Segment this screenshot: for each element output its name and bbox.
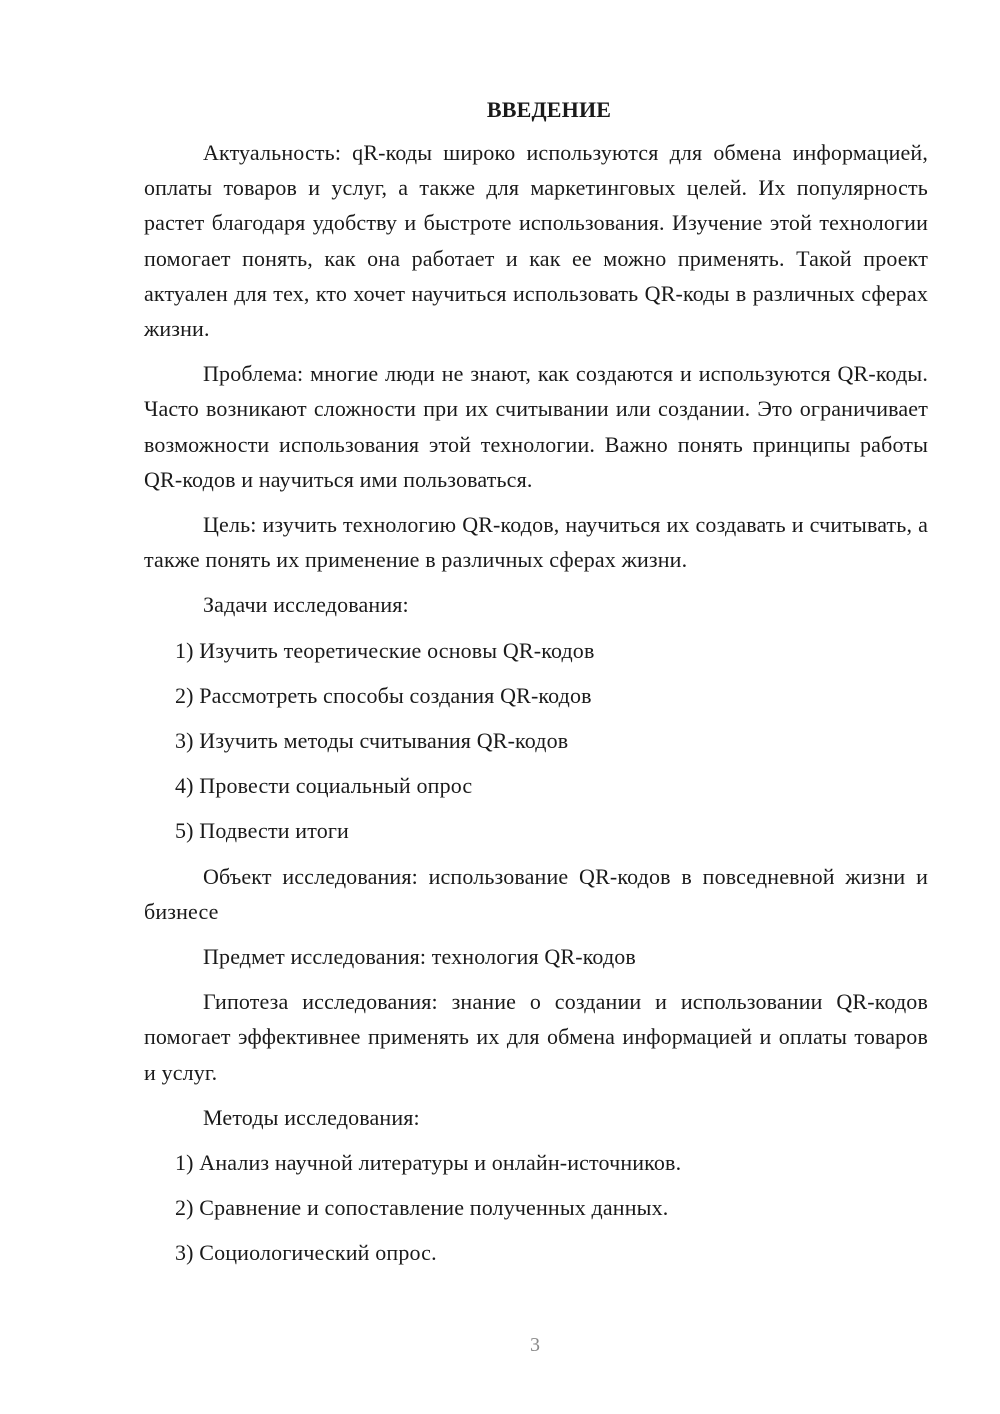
task-item: 2) Рассмотреть способы создания QR-кодов	[175, 682, 592, 708]
method-item: 3) Социологический опрос.	[175, 1240, 437, 1266]
method-item: 1) Анализ научной литературы и онлайн-источников.	[175, 1150, 682, 1176]
object-paragraph: Объект исследования: использование QR-кодов в повседневной жизни и бизнесе	[144, 863, 928, 924]
methods-heading: Методы исследования:	[203, 1104, 420, 1130]
task-item: 3) Изучить методы считывания QR-кодов	[175, 728, 569, 754]
hypothesis-paragraph: Гипотеза исследования: знание о создании и использовании QR-кодов помогает эффективнее применять их для обмена информацией и оплаты товаров и услуг.	[144, 989, 928, 1085]
page-content	[144, 94, 928, 1271]
subject-paragraph: Предмет исследования: технология QR-кодов	[203, 944, 636, 970]
page-number: 3	[530, 1334, 540, 1356]
problem-paragraph: Проблема: многие люди не знают, как создаются и используются QR-коды. Часто возникают сложности при их считывании или создании. Это ограничивает возможности использования этой технологии. Важно понять принципы работы QR-кодов и научиться ими пользоваться.	[144, 361, 928, 492]
goal-paragraph: Цель: изучить технологию QR-кодов, научиться их создавать и считывать, а также понять их применение в различных сферах жизни.	[144, 512, 928, 573]
relevance-paragraph: Актуальность: qR-коды широко используются для обмена информацией, оплаты товаров и услуг, а также для маркетинговых целей. Их популярность растет благодаря удобству и быстроте использования. Изучение этой технологии помогает понять, как она работает и как ее можно применять. Такой проект актуален для тех, кто хочет научиться использовать QR-коды в различных сферах жизни.	[144, 140, 928, 342]
task-item: 4) Провести социальный опрос	[175, 773, 473, 799]
tasks-heading: Задачи исследования:	[203, 592, 409, 618]
task-item: 5) Подвести итоги	[175, 818, 349, 844]
section-title: ВВЕДЕНИЕ	[486, 97, 612, 122]
method-item: 2) Сравнение и сопоставление полученных данных.	[175, 1195, 669, 1221]
task-item: 1) Изучить теоретические основы QR-кодов	[175, 637, 595, 663]
